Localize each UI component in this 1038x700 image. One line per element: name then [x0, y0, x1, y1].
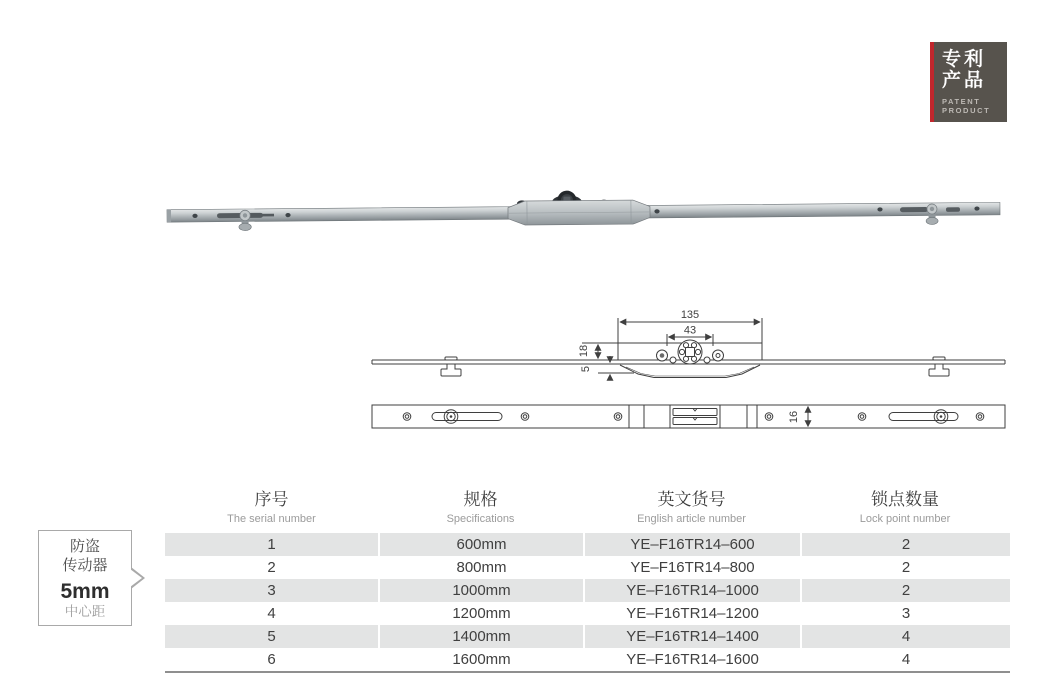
- col-header-lockpoints-zh: 锁点数量: [871, 490, 939, 509]
- product-callout: [38, 530, 132, 626]
- cell-lockpoints: 2: [800, 533, 1010, 556]
- cell-article: YE–F16TR14–1600: [583, 648, 800, 671]
- dim-label-16: 16: [788, 410, 800, 424]
- col-header-article-zh: 英文货号: [657, 490, 726, 509]
- patent-badge-english: [942, 97, 1007, 115]
- cell-spec: 600mm: [378, 533, 583, 556]
- dim-label-5: 5: [580, 365, 592, 373]
- table-row: [165, 556, 1010, 579]
- cell-serial: 3: [165, 579, 378, 602]
- cell-spec: 1600mm: [378, 648, 583, 671]
- dim-label-18: 18: [578, 344, 590, 358]
- patent-badge-en-line2: PRODUCT: [942, 106, 991, 115]
- col-header-serial-zh: 序号: [254, 490, 289, 509]
- slider-slot: [673, 409, 717, 416]
- patent-badge-zh-line1: 专利: [942, 49, 987, 70]
- patent-badge: [930, 42, 1007, 122]
- gearbox-housing: [620, 365, 760, 378]
- cell-lockpoints: 2: [800, 556, 1010, 579]
- photo-screw-center: [243, 213, 247, 217]
- cell-article: YE–F16TR14–1400: [583, 625, 800, 648]
- patent-badge-zh-line2: 产品: [942, 70, 987, 91]
- spec-table: [165, 483, 1010, 673]
- cell-spec: 1200mm: [378, 602, 583, 625]
- photo-slot: [900, 207, 928, 212]
- table-row: [165, 625, 1010, 648]
- slider-slot: [673, 418, 717, 425]
- side-view: [372, 309, 1005, 380]
- table-row: [165, 602, 1010, 625]
- cell-article: YE–F16TR14–1200: [583, 602, 800, 625]
- callout-line4: 中心距: [64, 604, 106, 619]
- photo-slot: [946, 207, 960, 212]
- cell-article: YE–F16TR14–1000: [583, 579, 800, 602]
- table-row: [165, 533, 1010, 556]
- cell-article: YE–F16TR14–800: [583, 556, 800, 579]
- patent-badge-chinese: [942, 49, 1007, 91]
- cell-lockpoints: 4: [800, 648, 1010, 671]
- table-bottom-rule: [165, 671, 1010, 673]
- photo-mushroom-pin: [926, 217, 938, 224]
- cell-lockpoints: 3: [800, 602, 1010, 625]
- cell-lockpoints: 2: [800, 579, 1010, 602]
- cell-serial: 6: [267, 651, 276, 668]
- table-row: [165, 648, 1010, 671]
- callout-line2: 传动器: [62, 557, 108, 574]
- col-header-serial: [165, 483, 378, 533]
- col-header-article: [583, 483, 800, 533]
- photo-bar-endcap: [167, 210, 171, 223]
- cell-serial: 1: [165, 533, 378, 556]
- photo-mushroom-pin: [239, 223, 251, 230]
- plan-view: [372, 405, 1005, 428]
- col-header-spec-zh: 规格: [463, 490, 498, 509]
- table-header-row: [165, 483, 1010, 533]
- cell-spec: 1400mm: [378, 625, 583, 648]
- col-header-lockpoints: [800, 483, 1010, 533]
- cell-serial: 4: [267, 605, 276, 622]
- col-header-serial-en: The serial number: [227, 513, 316, 525]
- photo-rod: [250, 214, 274, 217]
- adjust-slot: [432, 413, 502, 421]
- product-photo: [155, 183, 1015, 245]
- dim-label-43: 43: [683, 324, 697, 337]
- cell-article: YE–F16TR14–600: [583, 533, 800, 556]
- dim-label-135: 135: [680, 309, 700, 321]
- callout-center-distance-value: 5mm: [60, 580, 110, 603]
- col-header-article-en: English article number: [637, 513, 746, 525]
- photo-screw-center: [930, 207, 934, 211]
- patent-badge-en-line1: PATENT: [942, 97, 981, 106]
- callout-line1: 防盗: [69, 538, 100, 555]
- col-header-lockpoints-en: Lock point number: [859, 513, 951, 525]
- col-header-spec: [378, 483, 583, 533]
- cell-serial: 2: [267, 559, 276, 576]
- cell-serial: 5: [165, 625, 378, 648]
- cell-spec: 800mm: [378, 556, 583, 579]
- table-row: [165, 579, 1010, 602]
- cell-lockpoints: 4: [800, 625, 1010, 648]
- col-header-spec-en: Specifications: [446, 513, 515, 525]
- cell-spec: 1000mm: [378, 579, 583, 602]
- technical-drawing: [368, 298, 1016, 443]
